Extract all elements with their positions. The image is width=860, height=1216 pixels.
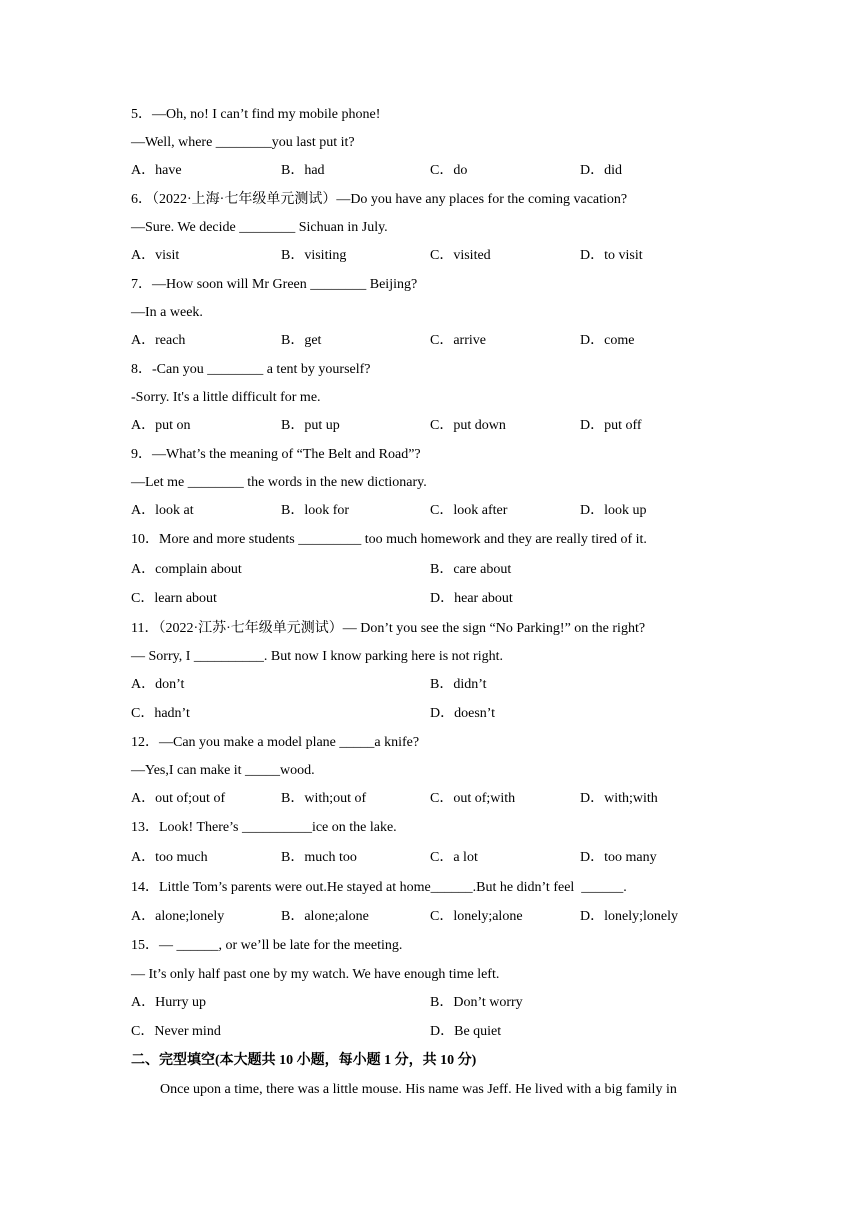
- option-c[interactable]: C．out of;with: [430, 791, 516, 806]
- option-a[interactable]: A．visit: [131, 248, 180, 263]
- option-a[interactable]: A．too much: [131, 850, 208, 865]
- option-d[interactable]: D．to visit: [580, 248, 643, 263]
- option-d[interactable]: D．with;with: [580, 791, 658, 806]
- option-b[interactable]: B．with;out of: [281, 791, 367, 806]
- question-dialogue: —Sure. We decide ________ Sichuan in July.: [131, 220, 388, 235]
- question-stem: 13．Look! There’s __________ice on the lake.: [131, 820, 397, 835]
- option-b[interactable]: B．care about: [430, 562, 512, 577]
- option-d[interactable]: D．Be quiet: [430, 1024, 502, 1039]
- option-d[interactable]: D．doesn’t: [430, 706, 496, 721]
- question-stem: 7．—How soon will Mr Green ________ Beijing?: [131, 277, 418, 292]
- question-dialogue: — It’s only half past one by my watch. We have enough time left.: [131, 967, 500, 982]
- question-stem: 10．More and more students _________ too much homework and they are really tired of it.: [131, 532, 647, 547]
- option-c[interactable]: C．do: [430, 163, 468, 178]
- option-b[interactable]: B．look for: [281, 503, 350, 518]
- question-dialogue: —Let me ________ the words in the new dictionary.: [131, 475, 427, 490]
- option-c[interactable]: C．visited: [430, 248, 491, 263]
- question-stem: 9．—What’s the meaning of “The Belt and Road”?: [131, 447, 421, 462]
- option-d[interactable]: D．lonely;lonely: [580, 909, 678, 924]
- option-a[interactable]: A．Hurry up: [131, 995, 207, 1010]
- question-dialogue: —Well, where ________you last put it?: [131, 135, 355, 150]
- option-b[interactable]: B．much too: [281, 850, 357, 865]
- option-a[interactable]: A．have: [131, 163, 182, 178]
- question-stem: 5．—Oh, no! I can’t find my mobile phone!: [131, 107, 381, 122]
- question-stem: 6．（2022·上海·七年级单元测试）—Do you have any places for the coming vacation?: [131, 192, 628, 207]
- option-a[interactable]: A．out of;out of: [131, 791, 226, 806]
- option-d[interactable]: D．come: [580, 333, 635, 348]
- option-b[interactable]: B．put up: [281, 418, 340, 433]
- option-c[interactable]: C．hadn’t: [131, 706, 190, 721]
- option-b[interactable]: B．had: [281, 163, 325, 178]
- option-c[interactable]: C．arrive: [430, 333, 486, 348]
- question-stem: 8．-Can you ________ a tent by yourself?: [131, 362, 371, 377]
- option-d[interactable]: D．did: [580, 163, 622, 178]
- section-heading: 二、完型填空(本大题共 10 小题，每小题 1 分，共 10 分): [131, 1053, 477, 1068]
- option-b[interactable]: B．visiting: [281, 248, 347, 263]
- option-a[interactable]: A．reach: [131, 333, 186, 348]
- option-c[interactable]: C．Never mind: [131, 1024, 221, 1039]
- option-a[interactable]: A．complain about: [131, 562, 242, 577]
- option-b[interactable]: B．didn’t: [430, 677, 487, 692]
- option-c[interactable]: C．a lot: [430, 850, 478, 865]
- question-stem: 15．— ______, or we’ll be late for the meeting.: [131, 938, 403, 953]
- option-b[interactable]: B．Don’t worry: [430, 995, 523, 1010]
- question-stem: 11．（2022·江苏·七年级单元测试）— Don’t you see the sign “No Parking!” on the right?: [131, 621, 646, 636]
- option-a[interactable]: A．look at: [131, 503, 194, 518]
- question-dialogue: —In a week.: [131, 305, 203, 320]
- option-a[interactable]: A．put on: [131, 418, 191, 433]
- question-stem: 14．Little Tom’s parents were out.He stayed at home______.But he didn’t feel ______.: [131, 880, 627, 895]
- option-a[interactable]: A．don’t: [131, 677, 185, 692]
- option-a[interactable]: A．alone;lonely: [131, 909, 225, 924]
- question-dialogue: -Sorry. It's a little difficult for me.: [131, 390, 321, 405]
- option-d[interactable]: D．hear about: [430, 591, 513, 606]
- option-d[interactable]: D．put off: [580, 418, 642, 433]
- passage-paragraph: Once upon a time, there was a little mouse. His name was Jeff. He lived with a big family in: [160, 1082, 677, 1097]
- question-stem: 12．—Can you make a model plane _____a knife?: [131, 735, 420, 750]
- option-b[interactable]: B．alone;alone: [281, 909, 369, 924]
- option-d[interactable]: D．too many: [580, 850, 657, 865]
- option-c[interactable]: C．look after: [430, 503, 508, 518]
- question-dialogue: —Yes,I can make it _____wood.: [131, 763, 315, 778]
- option-c[interactable]: C．learn about: [131, 591, 217, 606]
- option-c[interactable]: C．put down: [430, 418, 506, 433]
- option-c[interactable]: C．lonely;alone: [430, 909, 523, 924]
- option-d[interactable]: D．look up: [580, 503, 647, 518]
- question-dialogue: — Sorry, I __________. But now I know parking here is not right.: [131, 649, 503, 664]
- option-b[interactable]: B．get: [281, 333, 322, 348]
